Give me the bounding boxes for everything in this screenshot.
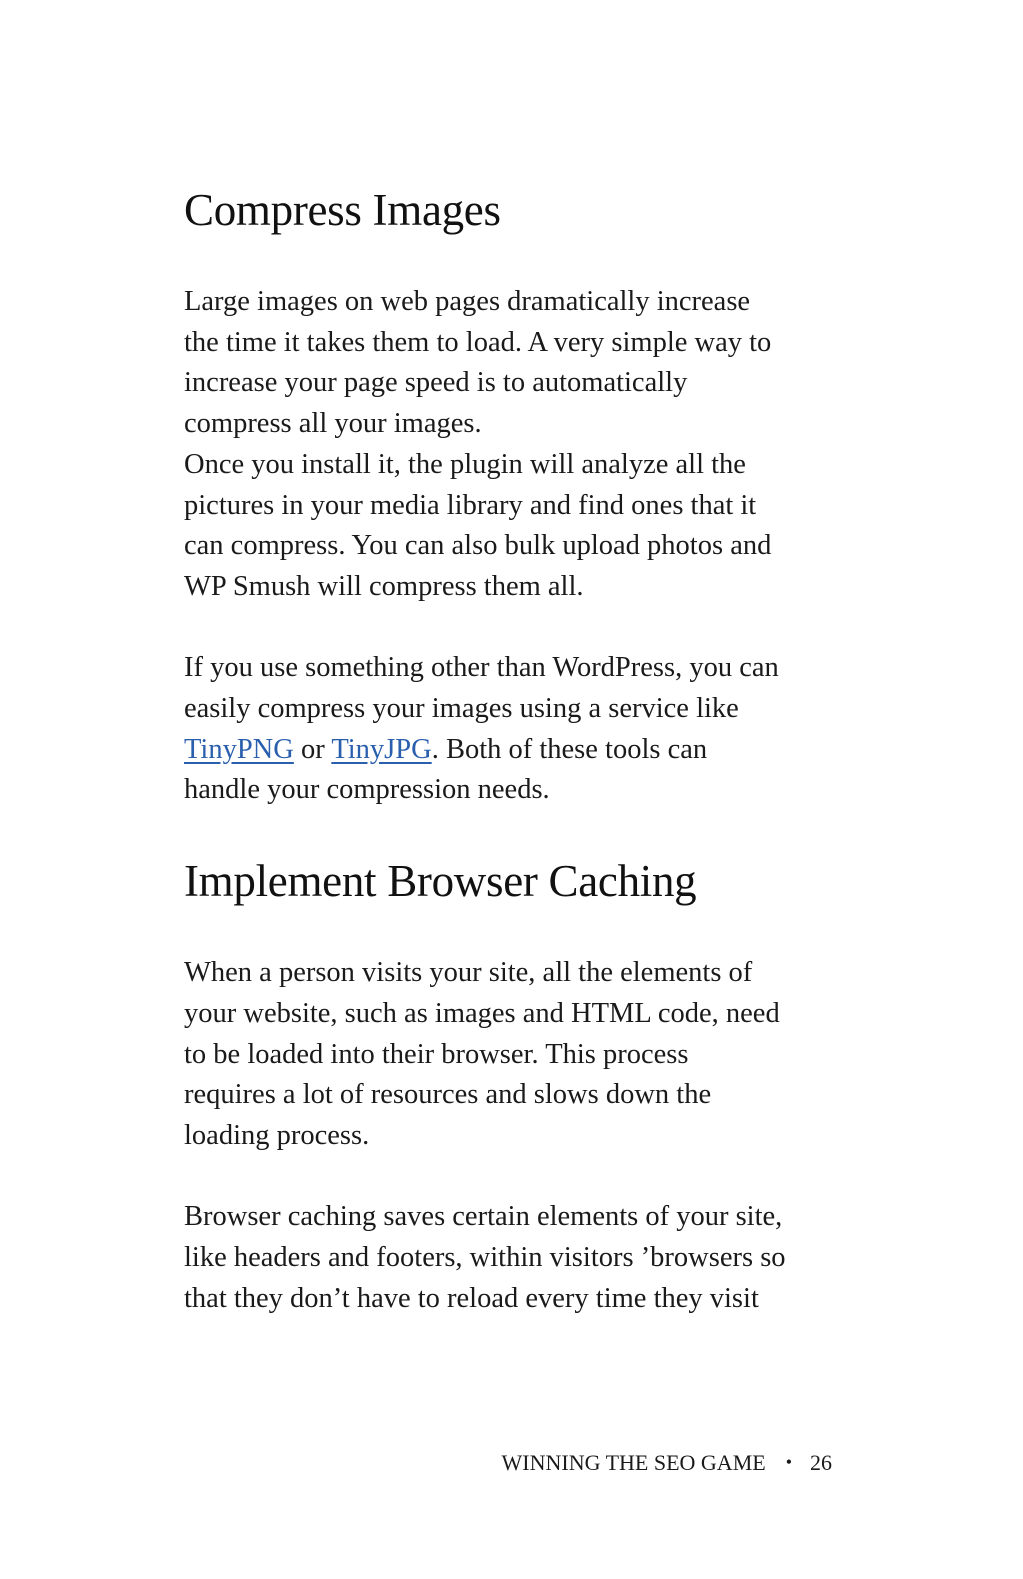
browser-caching-paragraph-1: [184, 953, 844, 1157]
text-line: easily compress your images using a service like: [184, 693, 739, 725]
page-number: 26: [810, 1450, 832, 1475]
tinypng-link[interactable]: TinyPNG: [184, 733, 294, 765]
text-line: handle your compression needs.: [184, 774, 550, 806]
text-line: pictures in your media library and find ones that it: [184, 489, 757, 521]
text-line: can compress. You can also bulk upload photos and: [184, 530, 772, 562]
compress-images-paragraph-1: [184, 282, 844, 608]
text-line: When a person visits your site, all the elements of: [184, 957, 753, 989]
text-line: the time it takes them to load. A very simple way to: [184, 326, 772, 358]
text-fragment: or: [293, 733, 332, 765]
text-line: compress all your images.: [184, 408, 482, 440]
section-heading-browser-caching: Implement Browser Caching: [184, 856, 697, 907]
tinyjpg-link[interactable]: TinyJPG: [331, 733, 432, 765]
text-line: like headers and footers, within visitors ’browsers so: [184, 1242, 786, 1274]
text-line: requires a lot of resources and slows down the: [184, 1079, 712, 1111]
text-line: loading process.: [184, 1119, 370, 1151]
text-line: to be loaded into their browser. This process: [184, 1038, 689, 1070]
page-footer: [502, 1447, 832, 1478]
text-line: WP Smush will compress them all.: [184, 570, 584, 602]
text-line: Once you install it, the plugin will analyze all the: [184, 448, 746, 480]
page-content: [184, 180, 844, 1319]
text-line: Browser caching saves certain elements of your site,: [184, 1201, 783, 1233]
browser-caching-paragraph-2: [184, 1197, 844, 1319]
section-heading-compress-images: Compress Images: [184, 185, 501, 235]
text-line: increase your page speed is to automatically: [184, 367, 688, 399]
text-line: that they don’t have to reload every time they visit: [184, 1282, 759, 1314]
book-title: WINNING THE SEO GAME: [501, 1450, 766, 1475]
text-line: Large images on web pages dramatically increase: [184, 286, 751, 317]
text-fragment: . Both of these tools can: [431, 733, 708, 765]
text-line: If you use something other than WordPress, you can: [184, 652, 779, 684]
compress-images-paragraph-2: [184, 648, 844, 811]
footer-separator: •: [785, 1452, 792, 1472]
text-line: your website, such as images and HTML code, need: [184, 997, 780, 1029]
